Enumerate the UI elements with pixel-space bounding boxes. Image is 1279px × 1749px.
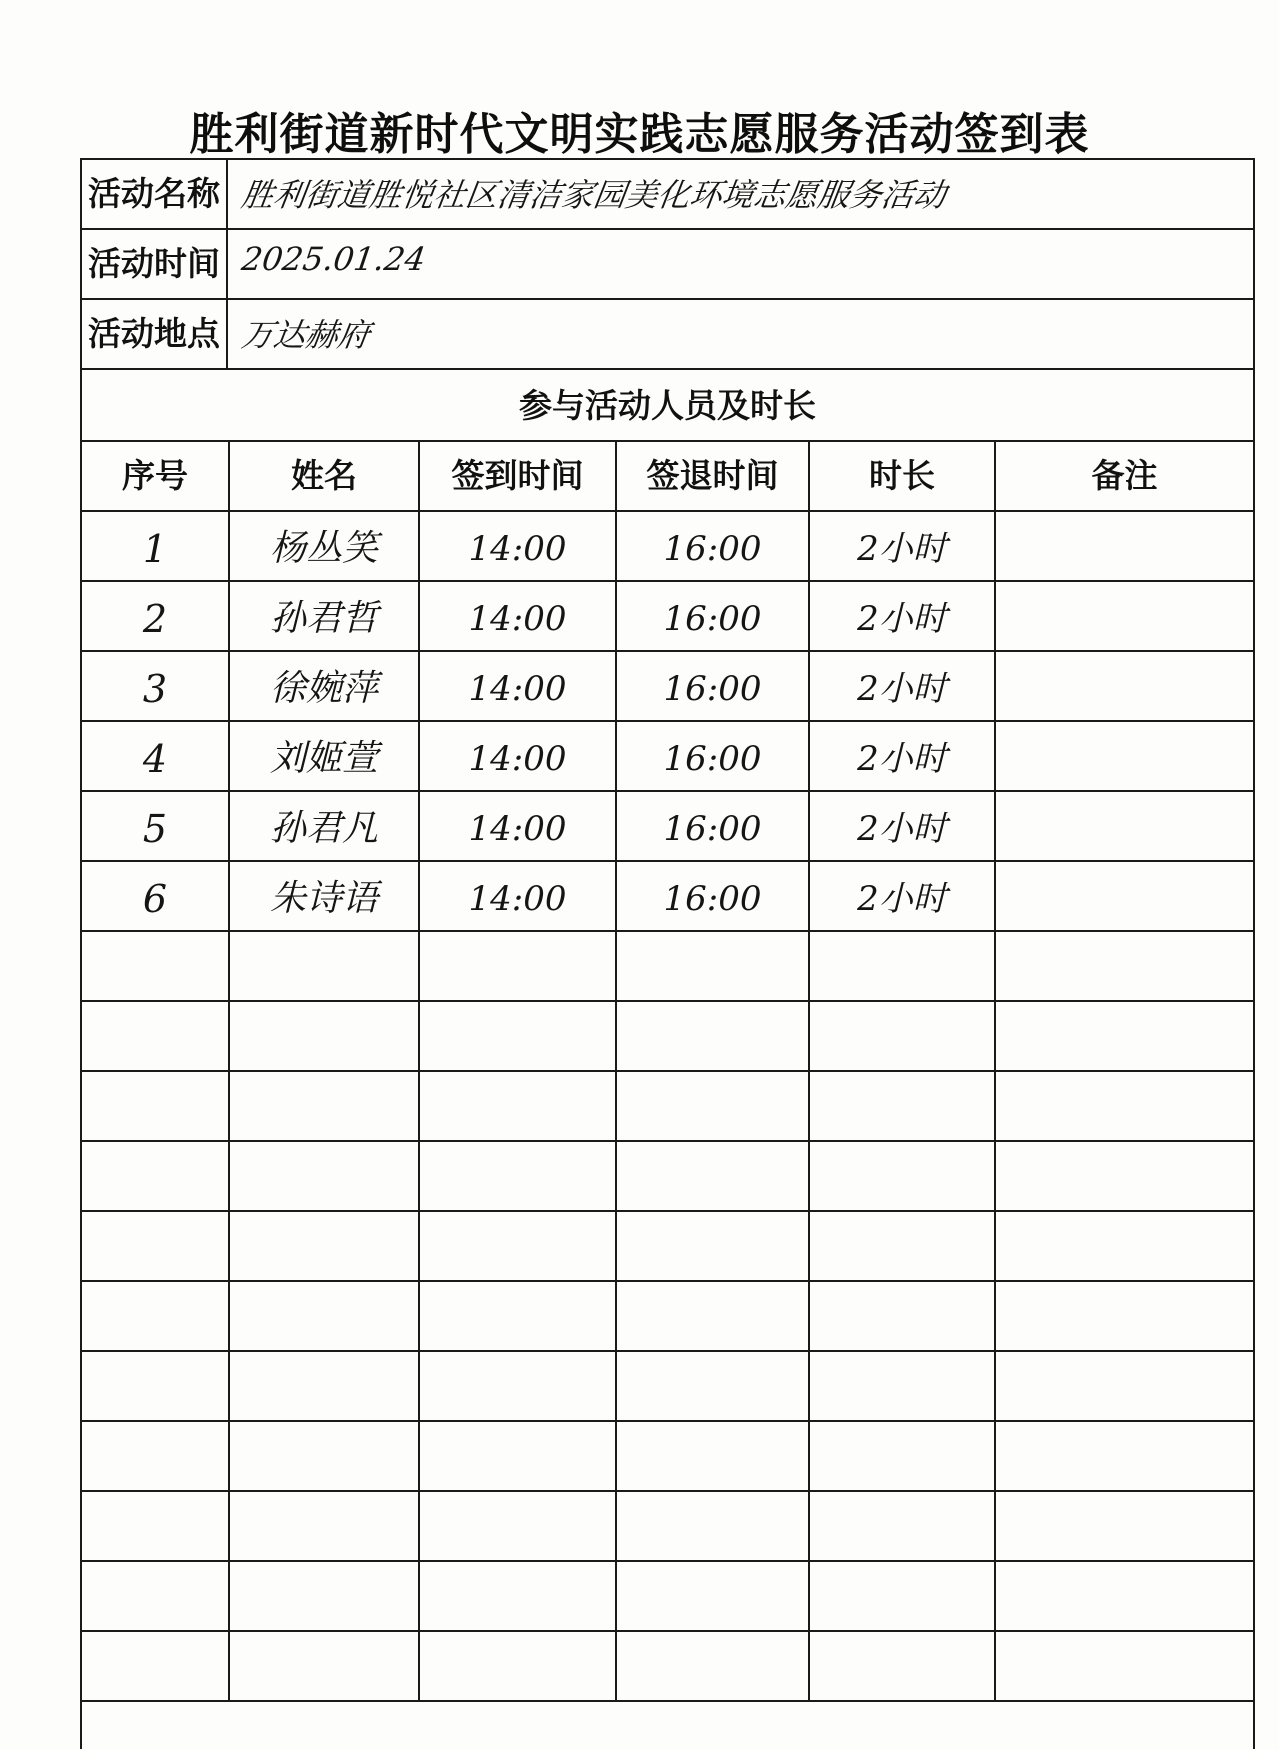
column-header: 姓名 — [230, 442, 420, 510]
table-header-row — [82, 442, 1253, 512]
activity-time-value: 2025.01.24 — [239, 240, 428, 278]
empty-table-row — [82, 1352, 1253, 1422]
empty-cell — [810, 1072, 996, 1140]
cell-note — [996, 862, 1253, 930]
empty-cell — [82, 1072, 230, 1140]
table-row — [82, 512, 1253, 582]
info-label: 活动名称 — [82, 160, 228, 228]
empty-cell — [617, 1492, 810, 1560]
cell-duration: 2小时 — [810, 652, 996, 720]
table-row — [82, 652, 1253, 722]
empty-cell — [617, 1002, 810, 1070]
cell-note — [996, 582, 1253, 650]
cell-duration: 2小时 — [810, 722, 996, 790]
empty-cell — [82, 1002, 230, 1070]
cell-name: 刘姬萱 — [230, 722, 420, 790]
empty-cell — [230, 1632, 420, 1700]
cell-note — [996, 792, 1253, 860]
empty-cell — [810, 1142, 996, 1210]
empty-cell — [82, 1212, 230, 1280]
table-row — [82, 722, 1253, 792]
empty-cell — [810, 1422, 996, 1490]
empty-cell — [420, 1562, 617, 1630]
cell-no: 4 — [82, 722, 230, 790]
empty-cell — [617, 1562, 810, 1630]
cell-note — [996, 512, 1253, 580]
cell-sign-in: 14:00 — [420, 582, 617, 650]
empty-cell — [810, 1562, 996, 1630]
empty-cell — [230, 1142, 420, 1210]
cell-no: 5 — [82, 792, 230, 860]
empty-cell — [617, 1632, 810, 1700]
empty-cell — [82, 932, 230, 1000]
cell-duration: 2小时 — [810, 862, 996, 930]
cell-sign-out: 16:00 — [617, 862, 810, 930]
cell-sign-in: 14:00 — [420, 862, 617, 930]
activity-place-value: 万达赫府 — [239, 316, 373, 354]
table-row — [82, 792, 1253, 862]
cell-no: 2 — [82, 582, 230, 650]
cell-name: 杨丛笑 — [230, 512, 420, 580]
empty-cell — [420, 1212, 617, 1280]
cell-name: 朱诗语 — [230, 862, 420, 930]
activity-name-value: 胜利街道胜悦社区清洁家园美化环境志愿服务活动 — [239, 176, 949, 214]
empty-cell — [810, 1632, 996, 1700]
empty-cell — [617, 1422, 810, 1490]
empty-cell — [420, 1632, 617, 1700]
table-row — [82, 582, 1253, 652]
empty-cell — [230, 1002, 420, 1070]
column-header: 签退时间 — [617, 442, 810, 510]
info-row-activity-time — [82, 230, 1253, 300]
empty-table-row — [82, 1142, 1253, 1212]
info-label: 活动时间 — [82, 230, 228, 298]
sheet-title: 胜利街道新时代文明实践志愿服务活动签到表 — [189, 109, 1090, 160]
empty-cell — [420, 1002, 617, 1070]
empty-cell — [996, 1562, 1253, 1630]
empty-cell — [617, 1142, 810, 1210]
cell-name: 孙君哲 — [230, 582, 420, 650]
cell-note — [996, 652, 1253, 720]
column-header: 备注 — [1091, 456, 1158, 495]
empty-table-row — [82, 1422, 1253, 1492]
empty-cell — [996, 1492, 1253, 1560]
empty-cell — [996, 1072, 1253, 1140]
empty-cell — [810, 1352, 996, 1420]
empty-cell — [230, 1562, 420, 1630]
empty-cell — [230, 1492, 420, 1560]
empty-cell — [810, 1282, 996, 1350]
cell-duration: 2小时 — [810, 512, 996, 580]
empty-cell — [996, 1212, 1253, 1280]
info-row-activity-place — [82, 300, 1253, 370]
empty-cell — [996, 1352, 1253, 1420]
empty-table-row — [82, 932, 1253, 1002]
cell-sign-in: 14:00 — [420, 792, 617, 860]
info-row-activity-name — [82, 160, 1253, 230]
empty-table-row — [82, 1212, 1253, 1282]
cell-note — [996, 722, 1253, 790]
column-header: 时长 — [810, 442, 996, 510]
empty-cell — [82, 1282, 230, 1350]
empty-cell — [996, 1002, 1253, 1070]
participants-section-title: 参与活动人员及时长 — [82, 372, 1253, 442]
empty-cell — [230, 1282, 420, 1350]
empty-cell — [420, 1492, 617, 1560]
empty-cell — [420, 1282, 617, 1350]
empty-cell — [230, 1422, 420, 1490]
empty-cell — [996, 1422, 1253, 1490]
column-header: 序号 — [82, 442, 230, 510]
cell-sign-in: 14:00 — [420, 722, 617, 790]
cell-no: 3 — [82, 652, 230, 720]
empty-cell — [230, 1212, 420, 1280]
column-header: 签到时间 — [420, 442, 617, 510]
empty-cell — [82, 1562, 230, 1630]
empty-cell — [82, 1142, 230, 1210]
empty-cell — [617, 1212, 810, 1280]
empty-cell — [996, 1142, 1253, 1210]
cell-duration: 2小时 — [810, 582, 996, 650]
participants-grid — [82, 442, 1253, 1702]
empty-cell — [617, 1282, 810, 1350]
cell-sign-out: 16:00 — [617, 512, 810, 580]
empty-cell — [420, 1352, 617, 1420]
cell-name: 徐婉萍 — [230, 652, 420, 720]
empty-cell — [810, 1002, 996, 1070]
table-row — [82, 862, 1253, 932]
cell-sign-out: 16:00 — [617, 582, 810, 650]
cell-no: 1 — [82, 512, 230, 580]
empty-cell — [420, 932, 617, 1000]
cell-sign-in: 14:00 — [420, 652, 617, 720]
empty-cell — [82, 1492, 230, 1560]
empty-cell — [996, 1282, 1253, 1350]
empty-cell — [996, 932, 1253, 1000]
sign-in-table — [80, 158, 1255, 1749]
empty-cell — [810, 1492, 996, 1560]
cell-name: 孙君凡 — [230, 792, 420, 860]
cell-sign-out: 16:00 — [617, 722, 810, 790]
empty-cell — [617, 1352, 810, 1420]
cell-no: 6 — [82, 862, 230, 930]
empty-cell — [810, 932, 996, 1000]
empty-cell — [420, 1142, 617, 1210]
empty-table-row — [82, 1072, 1253, 1142]
empty-cell — [230, 932, 420, 1000]
cell-sign-out: 16:00 — [617, 652, 810, 720]
cell-duration: 2小时 — [810, 792, 996, 860]
empty-table-row — [82, 1002, 1253, 1072]
empty-table-row — [82, 1282, 1253, 1352]
empty-cell — [82, 1422, 230, 1490]
empty-cell — [810, 1212, 996, 1280]
empty-cell — [82, 1352, 230, 1420]
empty-table-row — [82, 1632, 1253, 1702]
cell-sign-out: 16:00 — [617, 792, 810, 860]
empty-cell — [82, 1632, 230, 1700]
empty-table-row — [82, 1492, 1253, 1562]
empty-table-row — [82, 1562, 1253, 1632]
empty-cell — [230, 1352, 420, 1420]
empty-cell — [420, 1072, 617, 1140]
cell-sign-in: 14:00 — [420, 512, 617, 580]
empty-cell — [996, 1632, 1253, 1700]
empty-cell — [230, 1072, 420, 1140]
empty-cell — [420, 1422, 617, 1490]
empty-cell — [617, 932, 810, 1000]
empty-cell — [617, 1072, 810, 1140]
info-label: 活动地点 — [82, 300, 228, 368]
